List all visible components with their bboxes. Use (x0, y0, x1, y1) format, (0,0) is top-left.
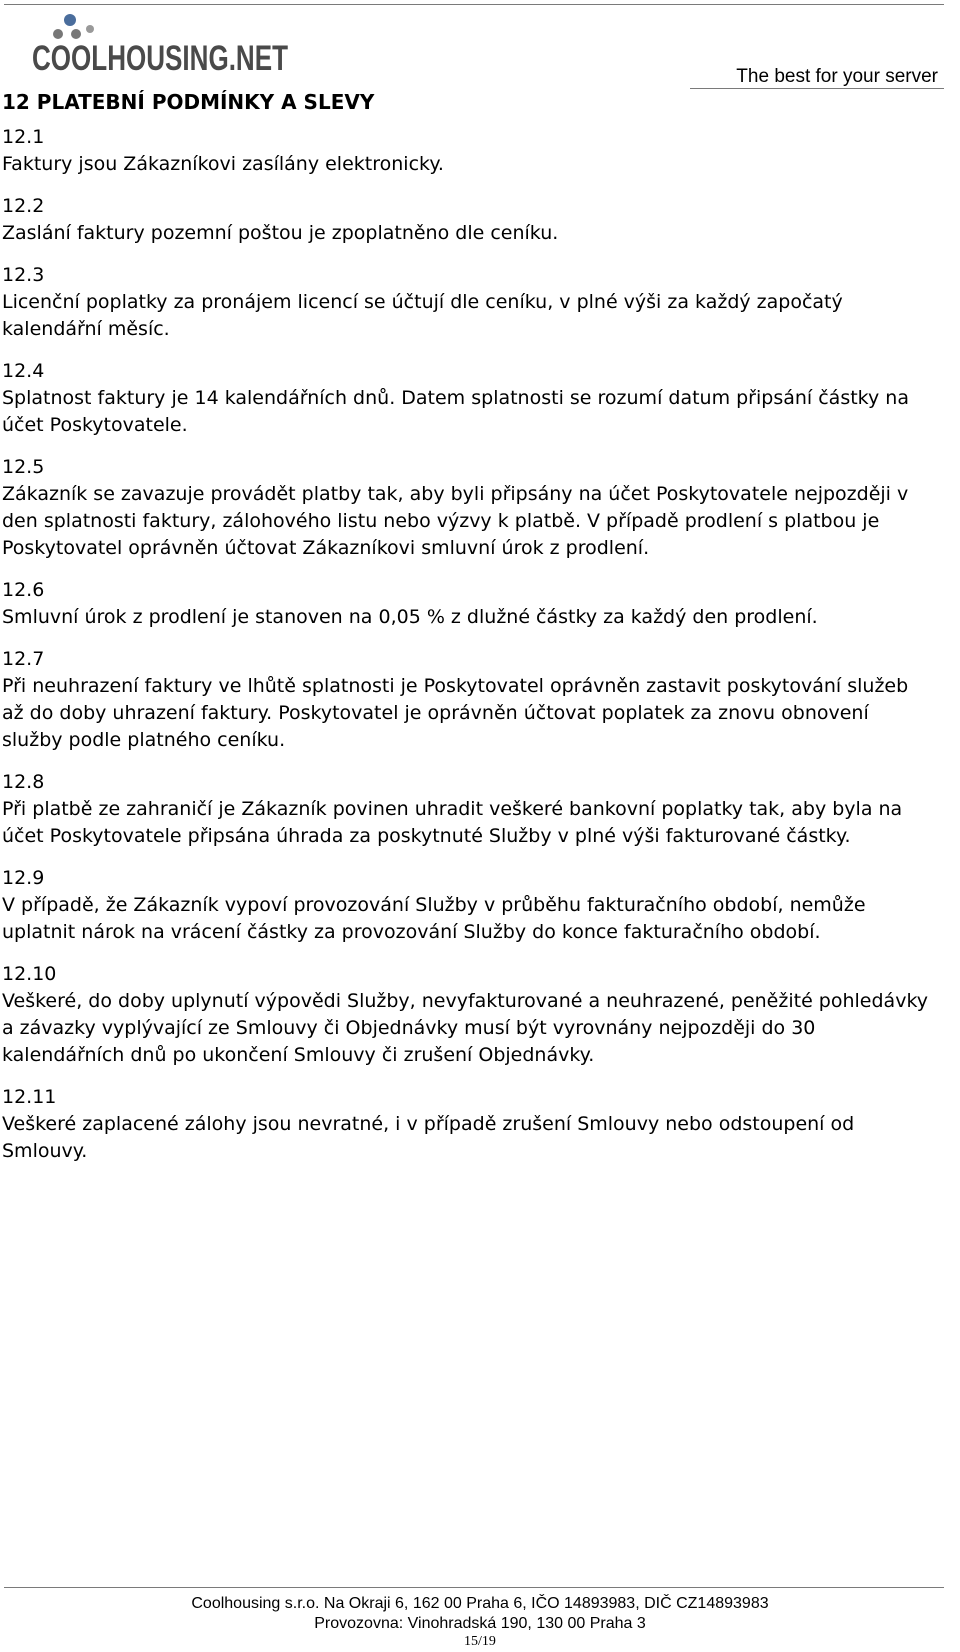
tagline: The best for your server (736, 66, 938, 87)
clause-12-4 (2, 358, 932, 439)
document-body (2, 88, 932, 1180)
clause-number: 12.2 (2, 195, 45, 217)
clause-number: 12.1 (2, 126, 45, 148)
clause-12-11 (2, 1084, 932, 1165)
clause-12-6 (2, 577, 932, 631)
header-rule (4, 4, 944, 5)
clause-number: 12.8 (2, 771, 45, 793)
clause-12-9 (2, 865, 932, 946)
clause-text: V případě, že Zákazník vypoví provozování Služby v průběhu fakturačního období, nemůže uplatnit nárok na vrácení částky za provozování Služby do konce fakturačního období. (2, 894, 866, 943)
company-logo (32, 12, 292, 78)
clause-text: Smluvní úrok z prodlení je stanoven na 0,05 % z dlužné částky za každý den prodlení. (2, 606, 818, 628)
clause-12-1 (2, 124, 932, 178)
clause-12-10 (2, 961, 932, 1069)
clause-number: 12.10 (2, 963, 57, 985)
clause-12-7 (2, 646, 932, 754)
clause-text: Faktury jsou Zákazníkovi zasílány elektronicky. (2, 153, 444, 175)
clause-number: 12.3 (2, 264, 45, 286)
clause-number: 12.11 (2, 1086, 57, 1108)
clause-text: Zákazník se zavazuje provádět platby tak, aby byli připsány na účet Poskytovatele nejpozději v den splatnosti faktury, zálohového listu nebo výzvy k platbě. V případě prodlení s platbou je Poskytovatel oprávněn účtovat Zákazníkovi smluvní úrok z prodlení. (2, 483, 909, 559)
clause-number: 12.5 (2, 456, 45, 478)
logo-dots-icon (53, 14, 94, 39)
clause-text: Při neuhrazení faktury ve lhůtě splatnosti je Poskytovatel oprávněn zastavit poskytování služeb až do doby uhrazení faktury. Poskytovatel je oprávněn účtovat poplatek za znovu obnovení služby podle platného ceníku. (2, 675, 909, 751)
clause-text: Licenční poplatky za pronájem licencí se účtují dle ceníku, v plné výši za každý započatý kalendářní měsíc. (2, 291, 843, 340)
clause-12-5 (2, 454, 932, 562)
clause-number: 12.9 (2, 867, 45, 889)
clause-number: 12.7 (2, 648, 45, 670)
clause-text: Veškeré, do doby uplynutí výpovědi Služby, nevyfakturované a neuhrazené, peněžité pohledávky a závazky vyplývající ze Smlouvy či Objednávky musí být vyrovnány nejpozději do 30 kalendářních dnů po ukončení Smlouvy či zrušení Objednávky. (2, 990, 929, 1066)
footer-company-info: Coolhousing s.r.o. Na Okraji 6, 162 00 Praha 6, IČO 14893983, DIČ CZ14893983 (191, 1595, 769, 1612)
section-title: 12 PLATEBNÍ PODMÍNKY A SLEVY (2, 90, 375, 114)
clause-12-8 (2, 769, 932, 850)
footer-address: Provozovna: Vinohradská 190, 130 00 Praha 3 (314, 1615, 646, 1632)
clause-number: 12.6 (2, 579, 45, 601)
clause-number: 12.4 (2, 360, 45, 382)
clause-text: Při platbě ze zahraničí je Zákazník povinen uhradit veškeré bankovní poplatky tak, aby byla na účet Poskytovatele připsána úhrada za poskytnuté Služby v plné výši fakturované částky. (2, 798, 903, 847)
clause-text: Splatnost faktury je 14 kalendářních dnů. Datem splatnosti se rozumí datum připsání částky na účet Poskytovatele. (2, 387, 909, 436)
footer-rule (4, 1587, 944, 1588)
clause-12-3 (2, 262, 932, 343)
clause-text: Zaslání faktury pozemní poštou je zpoplatněno dle ceníku. (2, 222, 559, 244)
page-number: 15/19 (464, 1634, 496, 1649)
clause-12-2 (2, 193, 932, 247)
clause-text: Veškeré zaplacené zálohy jsou nevratné, i v případě zrušení Smlouvy nebo odstoupení od Smlouvy. (2, 1113, 855, 1162)
logo-text: COOLHOUSING.NET (32, 39, 288, 78)
